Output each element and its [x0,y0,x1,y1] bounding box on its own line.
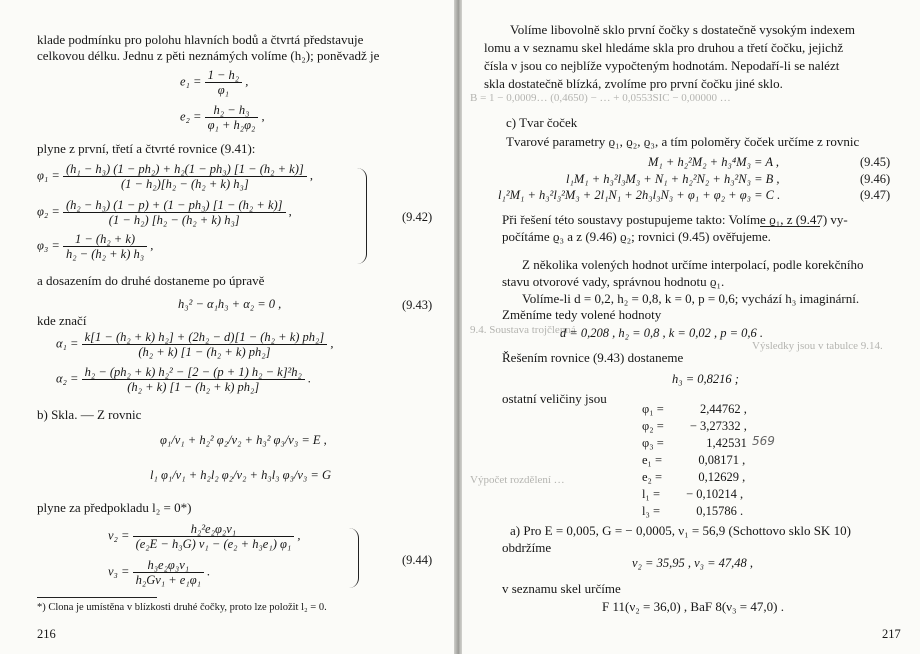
plyne-line: plyne z první, třetí a čtvrté rovnice (9.41): [37,141,256,156]
bleed-through-text-2: Výsledky jsou v tabulce 9.14. [752,340,883,352]
right-page [462,0,920,654]
nu2-lhs: ν₂ = [108,528,130,543]
phi2-numerator: (h₂ − h₃) (1 − p) + (1 − ph₃) [1 − (h₂ + k)] [63,198,286,213]
footnote-rule [37,597,157,598]
section-heading-c: c) Tvar čoček [506,115,578,130]
para-line-1: Volíme libovolně sklo první čočky s dostatečně vysokým indexem [510,22,855,37]
equation-947: l₁²M₁ + h₃²l₃²M₃ + 2l₁N₁ + 2h₃l₃N₃ + φ₁ + φ₂ + φ₃ = C . [498,188,781,202]
bleed-through-text-4: Výpočet rozdělení … [470,474,565,486]
intro-line-1: klade podmínku pro polohu hlavních bodů a čtvrtá představuje [37,32,364,47]
value-number: 1,42531 [706,436,747,450]
equation-e2: e₂ = $\frac{\text{h₂ − h₃}}{\text{φ₁ + h₂φ₂}}$ , [180,103,265,132]
e1-numerator: 1 − h₂ [205,68,243,83]
case-a-line-2: obdržíme [502,540,552,555]
alpha2-lhs: α₂ = [56,371,79,386]
volime-line-1: Volíme-li d = 0,2, h₂ = 0,8, k = 0, p = 0,6; vychází h₃ imaginární. [522,291,860,306]
equation-nu2: ν₂ = $\frac{\text{h₂²e₂φ₂ν₁}}{\text{(e₂E − h₃G) ν₁ − (e₂ + h₃e₁) φ₁}}$ , [108,522,301,551]
bleed-through-text-1: B = 1 − 0,0009… (0,4650) − … + 0,0553SIC − 0,00000 … [470,92,731,104]
equation-number-945: (9.45) [860,155,891,169]
e2-numerator: h₂ − h₃ [205,103,259,118]
chosen-values: d = 0,208 , h₂ = 0,8 , k = 0,02 , p = 0,6 . [560,326,764,340]
value-key: φ₃ = [642,436,664,450]
solution-line: Řešením rovnice (9.43) dostaneme [502,350,684,365]
phi1-numerator: (h₁ − h₃) (1 − ph₂) + h₂(1 − ph₃) [1 − (h₂ + k)] [63,162,307,177]
value-row [642,504,743,519]
interp-line-2: stavu otvorové vady, správnou hodnotu ϱ₁. [502,274,725,289]
value-number: − 3,27332 , [689,419,747,433]
value-number: − 0,10214 , [686,487,744,501]
pencil-underline [760,226,820,227]
para-line-4: skla dostatečně blízká, zvolíme pro první čočku jiné sklo. [484,76,783,91]
skla-heading: b) Skla. — Z rovnic [37,407,142,422]
equation-943: h₃² − α₁h₃ + α₂ = 0 , [178,297,282,311]
equation-945: M₁ + h₂²M₂ + h₃⁴M₃ = A , [648,155,780,169]
equation-sklo-1: φ₁/ν₁ + h₂² φ₂/ν₂ + h₃² φ₃/ν₃ = E , [160,433,327,447]
handwritten-note: 569 [752,434,775,448]
intro-line-2: celkovou délku. Jednu z pěti neznámých volíme (h₂); poněvadž je [37,48,380,63]
equation-number-947: (9.47) [860,188,891,202]
para-line-2: lomu a v seznamu skel hledáme skla pro druhou a třetí čočku, jejichž [484,40,844,55]
value-key: φ₁ = [642,402,664,416]
alpha2-numerator: h₂ − (ph₂ + k) h₂² − [2 − (p + 1) h₂ − k]²h₂ [82,365,305,380]
phi2-lhs: φ₂ = [37,204,60,219]
equation-number-946: (9.46) [860,172,891,186]
equation-e1: e₁ = $\frac{\text{1 − h₂}}{\text{φ₁}}$ , [180,68,249,97]
value-number: 2,44762 , [700,402,747,416]
case-a-line-1: a) Pro E = 0,005, G = − 0,0005, ν₁ = 56,9 (Schottovo sklo SK 10) [510,523,851,538]
equation-phi2: φ₂ = $\frac{\text{(h₂ − h₃) (1 − p) + (1 − ph₃) [1 − (h₂ + k)]}}{\text{(1 − h₂) [h₂ − (h₂ + k) h₃]}}$ , [37,198,292,227]
interp-line-1: Z několika volených hodnot určíme interpolací, podle korekčního [522,257,864,272]
e2-denominator: φ₁ + h₂φ₂ [207,118,256,132]
value-row [642,470,745,485]
nu-results: ν₂ = 35,95 , ν₃ = 47,48 , [632,556,754,570]
bleed-through-text-3: 9.4. Soustava trojčlenná [470,324,576,336]
value-row [642,402,747,417]
phi2-denominator: (1 − h₂) [h₂ − (h₂ + k) h₃] [108,213,240,227]
page-number-right: 217 [882,627,901,641]
phi1-lhs: φ₁ = [37,168,60,183]
value-number: 0,12629 , [698,470,746,484]
phi3-lhs: φ₃ = [37,238,60,253]
alpha1-denominator: (h₂ + k) [1 − (h₂ + k) ph₂] [138,345,271,359]
equation-number-943: (9.43) [402,298,433,312]
alpha2-denominator: (h₂ + k) [1 − (h₂ + k) ph₂] [127,380,260,394]
equation-number-942: (9.42) [402,210,433,224]
nu3-lhs: ν₃ = [108,564,130,579]
catalog-line: v seznamu skel určíme [502,581,621,596]
alpha1-numerator: k[1 − (h₂ + k) h₂] + (2h₂ − d)[1 − (h₂ + k) ph₂] [82,330,328,345]
phi1-denominator: (1 − h₂)[h₂ − (h₂ + k) h₃] [120,177,249,191]
value-key: e₁ = [642,453,663,467]
e1-lhs: e₁ = [180,74,202,89]
value-number: 0,15786 . [696,504,744,518]
value-row [642,419,747,434]
glass-selection: F 11(ν₂ = 36,0) , BaF 8(ν₃ = 47,0) . [602,599,784,614]
dosazenim-line: a dosazením do druhé dostaneme po úpravě [37,273,265,288]
nu3-numerator: h₃e₂φ₃ν₁ [133,558,204,573]
kde-line: kde značí [37,313,87,328]
equation-alpha2: α₂ = $\frac{\text{h₂ − (ph₂ + k) h₂² − [2 − (p + 1) h₂ − k]²h₂}}{\text{(h₂ + k) [1 − (h₂ + k) ph₂]}}$ . [56,365,312,394]
solve-line-1: Při řešení této soustavy postupujeme takto: Volíme ϱ₁, z (9.47) vy- [502,212,848,227]
e2-lhs: e₂ = [180,109,202,124]
value-row [642,453,745,468]
nu2-numerator: h₂²e₂φ₂ν₁ [133,522,295,537]
nu3-denominator: h₂Gν₁ + e₁φ₁ [135,573,201,587]
e1-denominator: φ₁ [217,83,229,97]
equation-946: l₁M₁ + h₃²l₃M₃ + N₁ + h₂²N₂ + h₃²N₃ = B , [566,172,780,186]
para-line-3: čísla ν jsou co nejblíže vypočteným hodnotám. Nepodaří-li se nalézt [484,58,840,73]
value-row [642,436,747,451]
shape-intro: Tvarové parametry ϱ₁, ϱ₂, ϱ₃, a tím poloměry čoček určíme z rovnic [506,134,860,149]
equation-sklo-2: l₁ φ₁/ν₁ + h₂l₂ φ₂/ν₂ + h₃l₃ φ₃/ν₃ = G [150,468,331,482]
value-number: 0,08171 , [698,453,746,467]
page-number-left: 216 [37,627,56,641]
equation-phi1: φ₁ = $\frac{\text{(h₁ − h₃) (1 − ph₂) + h₂(1 − ph₃) [1 − (h₂ + k)]}}{\text{(1 − h₂)[h₂ − (h₂ + k) h₃]}}$ , [37,162,313,191]
equation-nu3: ν₃ = $\frac{\text{h₃e₂φ₃ν₁}}{\text{h₂Gν₁ + e₁φ₁}}$ . [108,558,211,587]
equation-phi3: φ₃ = $\frac{\text{1 − (h₂ + k)}}{\text{h₂ − (h₂ + k) h₃}}$ , [37,232,154,261]
equation-number-944: (9.44) [402,553,433,567]
other-values-line: ostatní veličiny jsou [502,391,607,406]
value-key: l₃ = [642,504,661,518]
predpoklad-line: plyne za předpokladu l₂ = 0*) [37,500,192,515]
h3-result: h₃ = 0,8216 ; [672,372,739,386]
volime-line-2: Změníme tedy volené hodnoty [502,307,662,322]
value-key: e₂ = [642,470,663,484]
alpha1-lhs: α₁ = [56,336,79,351]
nu2-denominator: (e₂E − h₃G) ν₁ − (e₂ + h₃e₁) φ₁ [135,537,292,551]
left-page [0,0,456,654]
phi3-numerator: 1 − (h₂ + k) [63,232,147,247]
value-key: φ₂ = [642,419,664,433]
value-key: l₁ = [642,487,661,501]
footnote: *) Clona je umístěna v blízkosti druhé čočky, proto lze položit l₂ = 0. [37,602,327,613]
solve-line-2: počítáme ϱ₃ a z (9.46) ϱ₂; rovnici (9.45) ověřujeme. [502,229,771,244]
equation-brace-942 [356,168,367,264]
equation-alpha1: α₁ = $\frac{\text{k[1 − (h₂ + k) h₂] + (2h₂ − d)[1 − (h₂ + k) ph₂]}}{\text{(h₂ + k) [1 − (h₂ + k) ph₂]}}$ , [56,330,334,359]
value-row [642,487,743,502]
equation-brace-944 [348,528,359,588]
phi3-denominator: h₂ − (h₂ + k) h₃ [65,247,145,261]
